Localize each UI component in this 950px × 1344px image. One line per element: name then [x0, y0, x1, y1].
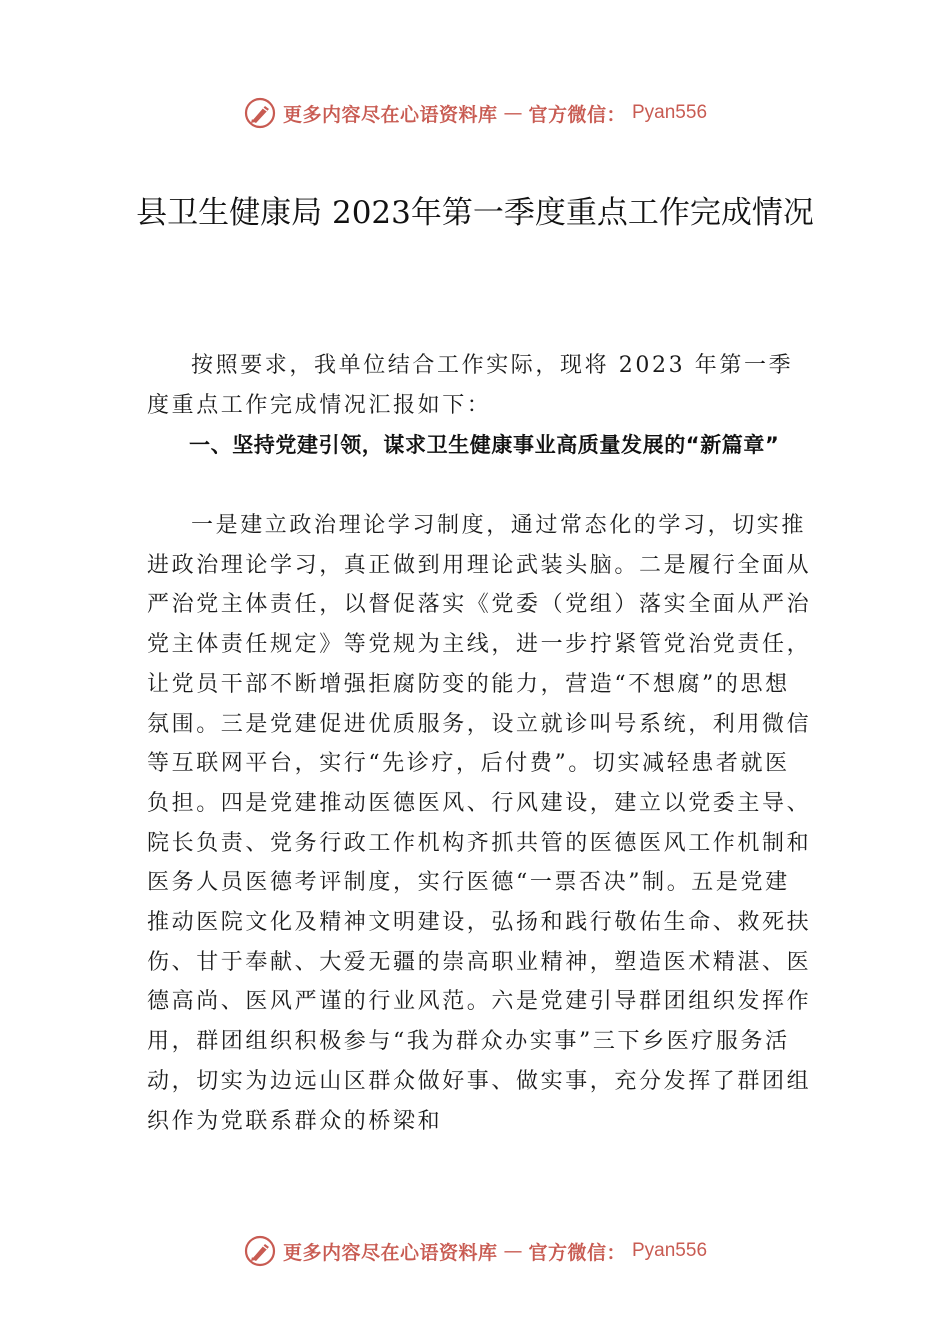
- watermark-separator: —: [503, 102, 523, 124]
- watermark-label: 官方微信：: [528, 103, 626, 126]
- section-heading: 一、坚持党建引领，谋求卫生健康事业高质量发展的“新篇章”: [189, 433, 780, 457]
- watermark-text: 更多内容尽在心语资料库: [282, 1241, 498, 1264]
- watermark-code: Pyan556: [632, 102, 708, 123]
- pen-nib-logo-icon: [243, 96, 277, 130]
- watermark-separator: —: [503, 1240, 523, 1262]
- watermark-footer: [0, 1234, 950, 1268]
- document-title: 县卫生健康局 2023年第一季度重点工作完成情况: [136, 195, 814, 231]
- watermark-code: Pyan556: [632, 1240, 708, 1261]
- intro-paragraph: 按照要求，我单位结合工作实际，现将 2023 年第一季度重点工作完成情况汇报如下：: [147, 353, 794, 418]
- watermark-label: 官方微信：: [528, 1241, 626, 1264]
- pen-nib-logo-icon: [243, 1234, 277, 1268]
- watermark-text: 更多内容尽在心语资料库: [282, 103, 498, 126]
- watermark-header: [0, 96, 950, 130]
- section-body-paragraph: 一是建立政治理论学习制度，通过常态化的学习，切实推进政治理论学习，真正做到用理论武装头脑。二是履行全面从严治党主体责任，以督促落实《党委（党组）落实全面从严治党主体责任规定》等党规为主线，进一步拧紧管党治党责任，让党员干部不断增强拒腐防变的能力，营造“不想腐”的思想氛围。三是党建促进优质服务，设立就诊叫号系统，利用微信等互联网平台，实行“先诊疗，后付费”。切实减轻患者就医负担。四是党建推动医德医风、行风建设，建立以党委主导、院长负责、党务行政工作机构齐抓共管的医德医风工作机制和医务人员医德考评制度，实行医德“一票否决”制。五是党建推动医院文化及精神文明建设，弘扬和践行敬佑生命、救死扶伤、甘于奉献、大爱无疆的崇高职业精神，塑造医术精湛、医德高尚、医风严谨的行业风范。六是党建引导群团组织发挥作用，群团组织积极参与“我为群众办实事”三下乡医疗服务活动，切实为边远山区群众做好事、做实事，充分发挥了群团组织作为党联系群众的桥梁和: [147, 513, 812, 1134]
